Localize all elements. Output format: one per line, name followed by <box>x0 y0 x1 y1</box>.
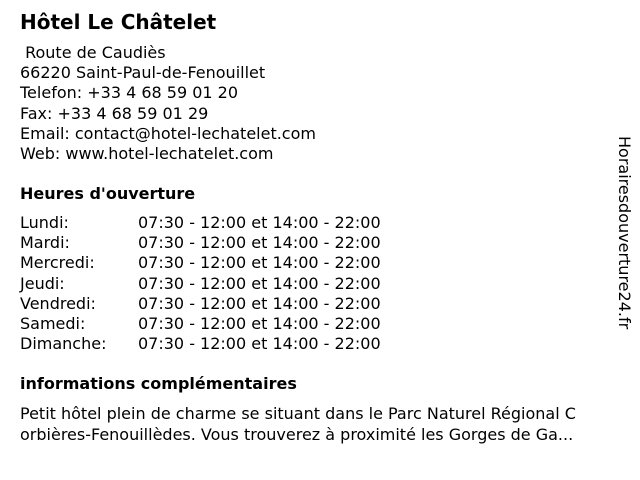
opening-hours-heading: Heures d'ouverture <box>20 184 196 203</box>
phone-number: Telefon: +33 4 68 59 01 20 <box>20 83 239 103</box>
time-range: 07:30 - 12:00 et 14:00 - 22:00 <box>138 213 381 232</box>
address-city: 66220 Saint-Paul-de-Fenouillet <box>20 63 266 83</box>
day-label: Vendredi: <box>20 293 96 313</box>
day-label: Mardi: <box>20 233 70 253</box>
description-line: Petit hôtel plein de charme se situant dans le Parc Naturel Régional C <box>20 404 576 423</box>
day-label: Mercredi: <box>20 253 95 273</box>
day-label: Lundi: <box>20 213 69 232</box>
hotel-description <box>20 403 630 445</box>
time-range: 07:30 - 12:00 et 14:00 - 22:00 <box>138 313 381 333</box>
time-range: 07:30 - 12:00 et 14:00 - 22:00 <box>138 233 381 253</box>
contact-block <box>20 43 316 164</box>
additional-info-heading: informations complémentaires <box>20 374 297 393</box>
description-line: orbières-Fenouillèdes. Vous trouverez à proximité les Gorges de Ga... <box>20 425 574 444</box>
website-address: Web: www.hotel-lechatelet.com <box>20 144 274 164</box>
time-range: 07:30 - 12:00 et 14:00 - 22:00 <box>138 253 381 273</box>
day-label: Jeudi: <box>20 273 65 293</box>
day-label: Samedi: <box>20 313 86 333</box>
site-watermark: Horairesdouverture24.fr <box>615 136 634 330</box>
email-address: Email: contact@hotel-lechatelet.com <box>20 123 316 143</box>
time-range: 07:30 - 12:00 et 14:00 - 22:00 <box>138 334 381 354</box>
time-range: 07:30 - 12:00 et 14:00 - 22:00 <box>138 293 381 313</box>
hotel-name: Hôtel Le Châtelet <box>20 10 217 34</box>
address-street: Route de Caudiès <box>25 43 166 62</box>
day-label: Dimanche: <box>20 334 107 354</box>
fax-number: Fax: +33 4 68 59 01 29 <box>20 103 209 123</box>
time-range: 07:30 - 12:00 et 14:00 - 22:00 <box>138 273 381 293</box>
